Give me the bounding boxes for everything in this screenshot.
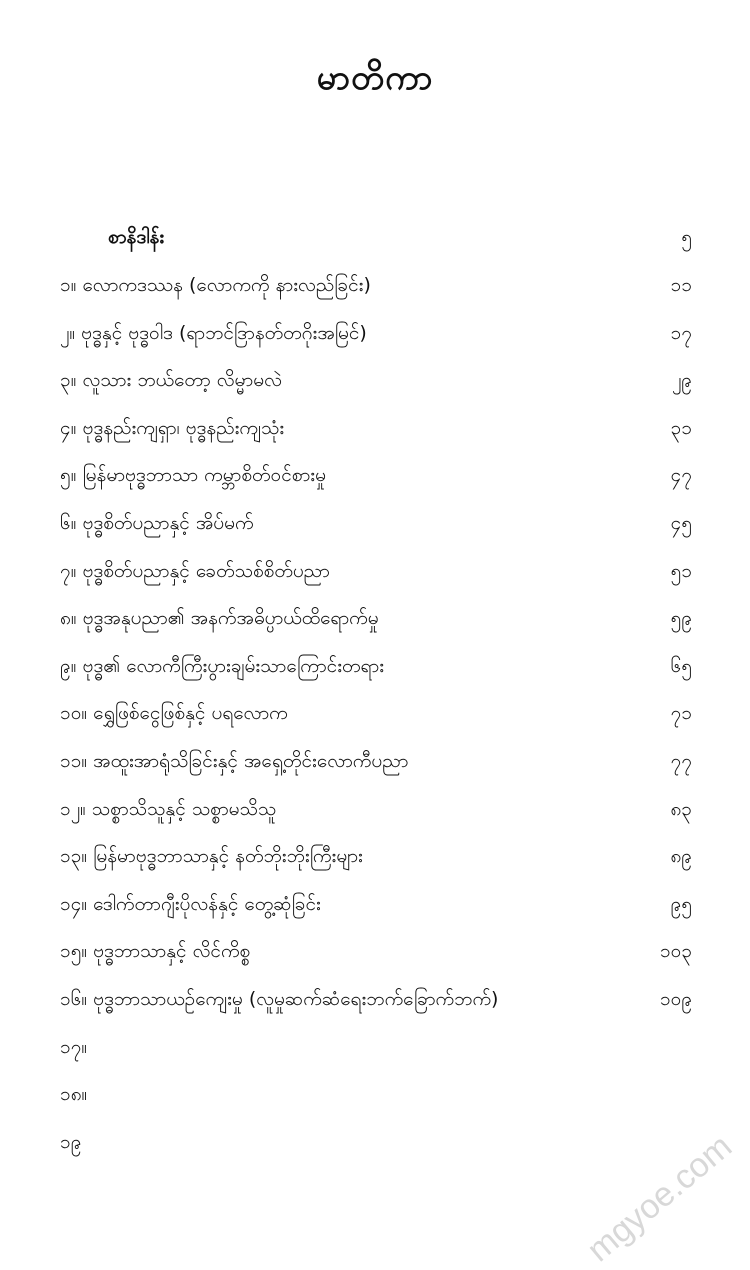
- toc-entry-page: ၁၀၃: [659, 940, 692, 962]
- toc-entry: [0, 316, 750, 356]
- toc-entry: [0, 220, 750, 260]
- toc-entry-label: ၆။ ဗုဒ္ဓစိတ်ပညာနှင့် အိပ်မက်: [60, 512, 254, 534]
- toc-entry-label: ၅။ မြန်မာဗုဒ္ဓဘာသာ ကမ္ဘာစိတ်ဝင်စားမှု: [60, 464, 326, 486]
- toc-entry-label: ၁၆။ ဗုဒ္ဓဘာသာယဉ်ကျေးမှု (လူမှုဆက်ဆံရေးဘက်ခြောက်ဘက်): [60, 988, 499, 1010]
- toc-entry-page: ၇၁: [670, 702, 692, 724]
- toc-entry-label: ၃။ လူသား ဘယ်တော့ လိမ္မာမလဲ: [60, 369, 282, 391]
- toc-entry-label: ၁၅။ ဗုဒ္ဓဘာသာနှင့် လိင်ကိစ္စ: [60, 940, 251, 962]
- toc-entry-page: ၅၉: [670, 607, 692, 629]
- toc-entry: [0, 649, 750, 689]
- toc-entry: [0, 934, 750, 974]
- toc-entry-label: ၁၉: [60, 1131, 82, 1153]
- toc-entry-label: ၇။ ဗုဒ္ဓစိတ်ပညာနှင့် ခေတ်သစ်စိတ်ပညာ: [60, 560, 330, 582]
- toc-entry-page: ၅၁: [670, 560, 692, 582]
- toc-entry: [0, 792, 750, 832]
- toc-entry: [0, 411, 750, 451]
- toc-entry-page: ၂၉: [671, 369, 692, 391]
- toc-entry-label: ၁၂။ သစ္စာသိသူနှင့် သစ္စာမသိသူ: [60, 798, 277, 820]
- toc-entry-page: ၇၇: [670, 750, 692, 772]
- toc-entry-page: ၈၉: [670, 845, 692, 867]
- toc-entry-label: ၂။ ဗုဒ္ဓနှင့် ဗုဒ္ဓဝါဒ (ရာဘင်ဒြာနတ်တဂိုးအမြင်): [60, 322, 367, 344]
- toc-entry: [0, 601, 750, 641]
- toc-entry-label: ၄။ ဗုဒ္ဓနည်းကျရှာ၊ ဗုဒ္ဓနည်းကျသုံး: [60, 417, 285, 439]
- toc-entry-page: ၃၁: [670, 417, 692, 439]
- toc-entry-label: ၁၁။ အထူးအာရုံသိခြင်းနှင့် အရှေ့တိုင်းလောကီပညာ: [60, 750, 409, 772]
- toc-entry-label: ၁။ လောကဒဿန (လောကကို နားလည်ခြင်း): [60, 274, 371, 296]
- toc-entry-page: ၁၀၉: [659, 988, 692, 1010]
- toc-entry-label: ၁၇။: [60, 1036, 88, 1058]
- toc-entry: [0, 1125, 750, 1165]
- toc-entry: [0, 554, 750, 594]
- toc-entry-label: စာနိဒါန်း: [108, 226, 165, 248]
- toc-entry-page: ၉၅: [670, 893, 692, 915]
- watermark: mgyoe.com: [580, 1127, 740, 1270]
- toc-entry: [0, 744, 750, 784]
- toc-entry-page: ၁၇: [670, 322, 692, 344]
- toc-entry-label: ၁၀။ ရွှေဖြစ်ငွေဖြစ်နှင့် ပရလောက: [60, 702, 288, 724]
- toc-entry: [0, 363, 750, 403]
- toc-entry: [0, 982, 750, 1022]
- toc-entry: [0, 1077, 750, 1117]
- toc-entry-label: ၈။ ဗုဒ္ဓအနုပညာ၏ အနက်အဓိပ္ပာယ်ထိရောက်မှု: [60, 607, 379, 629]
- toc-entry: [0, 887, 750, 927]
- toc-entry: [0, 839, 750, 879]
- toc-entry: [0, 268, 750, 308]
- toc-entry-label: ၉။ ဗုဒ္ဓ၏ လောကီကြီးပွားချမ်းသာကြောင်းတရား: [60, 655, 385, 677]
- toc-entry-page: ၁၁: [670, 274, 692, 296]
- page-title: မာတိကာ: [316, 58, 434, 98]
- toc-entry-page: ၄၅: [670, 512, 692, 534]
- toc-entry: [0, 1030, 750, 1070]
- toc-entry: [0, 696, 750, 736]
- toc-entry-page: ၄၇: [670, 464, 692, 486]
- toc-entry-label: ၁၃။ မြန်မာဗုဒ္ဓဘာသာနှင့် နတ်ဘိုးဘိုးကြီးများ: [60, 845, 363, 867]
- toc-entry: [0, 458, 750, 498]
- toc-entry-page: ၆၅: [670, 655, 692, 677]
- toc-entry: [0, 506, 750, 546]
- toc-entry-label: ၁၄။ ဒေါက်တာဂျီးပိုလန်နှင့် တွေ့ဆုံခြင်း: [60, 893, 321, 915]
- toc-entry-label: ၁၈။: [60, 1083, 88, 1105]
- toc-entry-page: ၅: [681, 226, 692, 248]
- toc-entry-page: ၈၃: [670, 798, 692, 820]
